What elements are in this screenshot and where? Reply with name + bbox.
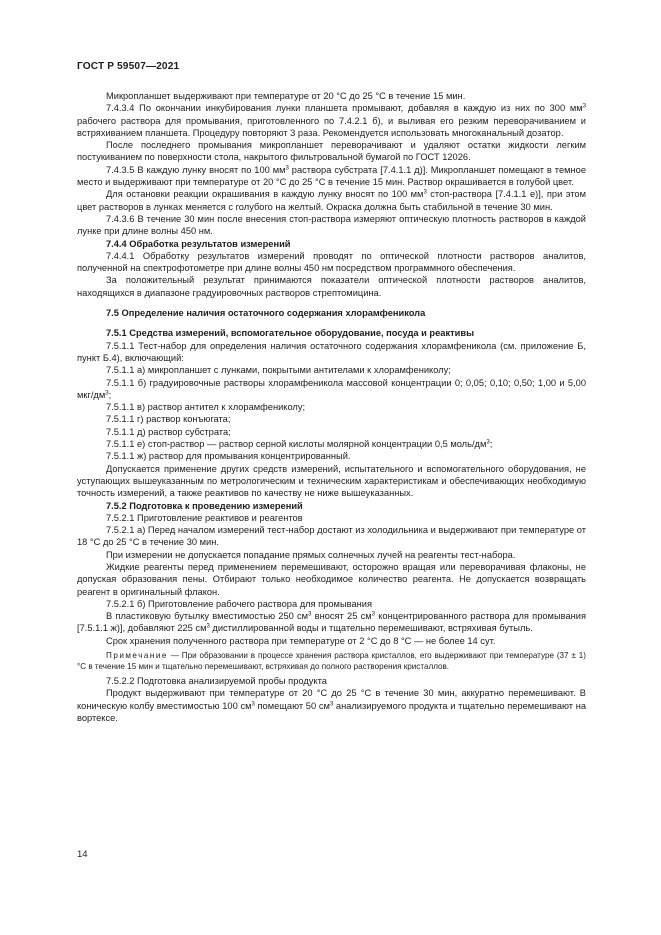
page-number: 14 <box>77 849 88 860</box>
note: Примечание — При образовании в процессе хранения раствора кристаллов, его выдерживают при температуре (37 ± 1) °С в течение 15 мин и тщательно перемешивают, встряхивая до полного растворения кристаллов. <box>77 651 586 672</box>
subsection-heading-7-4-4: 7.4.4 Обработка результатов измерений <box>106 238 291 249</box>
paragraph-29: 7.5.2.2 Подготовка анализируемой пробы продукта <box>106 676 327 687</box>
section-heading-7-5: 7.5 Определение наличия остаточного содержания хлорамфеникола <box>106 308 426 319</box>
paragraph-8: 7.4.4.1 Обработку результатов измерений проводят по оптической плотности растворов аналитов, полученной на спектрофотометре при длине волны 450 нм посредством программного обеспечения. <box>77 250 586 274</box>
paragraph-28: Срок хранения полученного раствора при температуре от 2 °С до 8 °С — не более 14 сут. <box>106 635 496 646</box>
paragraph-27: В пластиковую бутылку вместимостью 250 $см^3$ вносят 25 $см^3$ концентрированного раствора для промывания [7.5.1.1 ж)], добавляют 225 $см^3$ дистиллированной воды и тщательно перемешивают, встряхивая бутыль. <box>77 611 586 634</box>
document-header: ГОСТ Р 59507—2021 <box>77 61 180 72</box>
list-item-d: 7.5.1.1 д) раствор субстрата; <box>106 426 231 437</box>
paragraph-20: Допускается применение других средств измерений, испытательного и вспомогательного оборудования, не уступающих вышеуказанным по метрологическим и техническим характеристикам и обеспечивающих необходимую точность измерений, а также реактивов по качеству не ниже вышеуказанных. <box>77 463 586 499</box>
subsection-heading-7-5-1: 7.5.1 Средства измерений, вспомогательное оборудование, посуда и реактивы <box>106 328 475 339</box>
paragraph-25: Жидкие реагенты перед применением перемешивают, осторожно вращая или переворачивая флаконы, не допуская образования пены. Отбирают только необходимое количество реагента. Не допускается возвращать реагент в оригинальный флакон. <box>77 561 586 597</box>
paragraph-26: 7.5.2.1 б) Приготовление рабочего раствора для промывания <box>106 598 372 609</box>
paragraph-6: 7.4.3.6 В течение 30 мин после внесения стоп-раствора измеряют оптическую плотность растворов в каждой лунке при длине волны 450 нм. <box>77 213 586 237</box>
paragraph-9: За положительный результат принимаются показатели оптической плотности растворов аналитов, находящихся в диапазоне градуировочных растворов стрептомицина. <box>77 275 586 298</box>
list-item-v: 7.5.1.1 в) раствор антител к хлорамфениколу; <box>106 402 306 413</box>
list-item-a: 7.5.1.1 а) микропланшет с лунками, покрытыми антителами к хлорамфениколу; <box>106 365 451 376</box>
paragraph-2: 7.4.3.4 По окончании инкубирования лунки планшета промывают, добавляя в каждую из них по 300 $мм^3$ рабочего раствора для промывания, приготовленного по 7.4.2.1 б), и выливая его резким переворачиванием и встряхиванием планшета. Процедуру повторяют 3 раза. Рекомендуется использовать многоканальный дозатор. <box>77 103 586 138</box>
list-item-b: 7.5.1.1 б) градуировочные растворы хлорамфеникола массовой концентрации 0; 0,05; 0,10; 0,50; 1,00 и 5,00 мкг/$дм^3$; <box>77 377 586 400</box>
list-item-g: 7.5.1.1 г) раствор конъюгата; <box>106 414 231 425</box>
paragraph-3: После последнего промывания микропланшет переворачивают и удаляют остатки жидкости легким постукиванием по поверхности стола, накрытого фильтровальной бумагой по ГОСТ 12026. <box>77 140 586 163</box>
paragraph-4: 7.4.3.5 В каждую лунку вносят по 100 $мм^3$ раствора субстрата [7.4.1.1 д)]. Микропланшет помещают в темное место и выдерживают при температуре от 20 °С до 25 °С в течение 15 мин. Раствор окрашивается в голубой цвет. <box>77 164 586 188</box>
paragraph-12: 7.5.1.1 Тест-набор для определения наличия остаточного содержания хлорамфеникола (см. приложение Б, пункт Б.4), включающий: <box>77 340 586 363</box>
list-item-zh: 7.5.1.1 ж) раствор для промывания концентрированный. <box>106 451 351 462</box>
paragraph-22: 7.5.2.1 Приготовление реактивов и реагентов <box>106 512 303 523</box>
paragraph-1: Микропланшет выдерживают при температуре от 20 °С до 25 °С в течение 15 мин. <box>106 91 466 101</box>
subsection-heading-7-5-2: 7.5.2 Подготовка к проведению измерений <box>106 500 303 511</box>
paragraph-24: При измерении не допускается попадание прямых солнечных лучей на реагенты тест-набора. <box>106 549 516 560</box>
paragraph-5: Для остановки реакции окрашивания в каждую лунку вносят по 100 $мм^3$ стоп-раствора [7.4.1.1 е)], при этом цвет растворов в лунках меняется с голубого на желтый. Окраска должна быть стабильной в течение 30 мин. <box>77 189 586 212</box>
paragraph-30: Продукт выдерживают при температуре от 20 °С до 25 °С в течение 30 мин, аккуратно перемешивают. В коническую колбу вместимостью 100 $см^3$ помещают 50 $см^3$ анализируемого продукта и тщательно перемешивают на вортексе. <box>77 688 587 723</box>
document-body <box>77 90 586 724</box>
list-item-e: 7.5.1.1 е) стоп-раствор — раствор серной кислоты молярной концентрации 0,5 моль/$дм^3$; <box>106 439 493 450</box>
paragraph-23: 7.5.2.1 а) Перед началом измерений тест-набор достают из холодильника и выдерживают при температуре от 18 °С до 25 °С в течение 30 мин. <box>77 525 586 548</box>
